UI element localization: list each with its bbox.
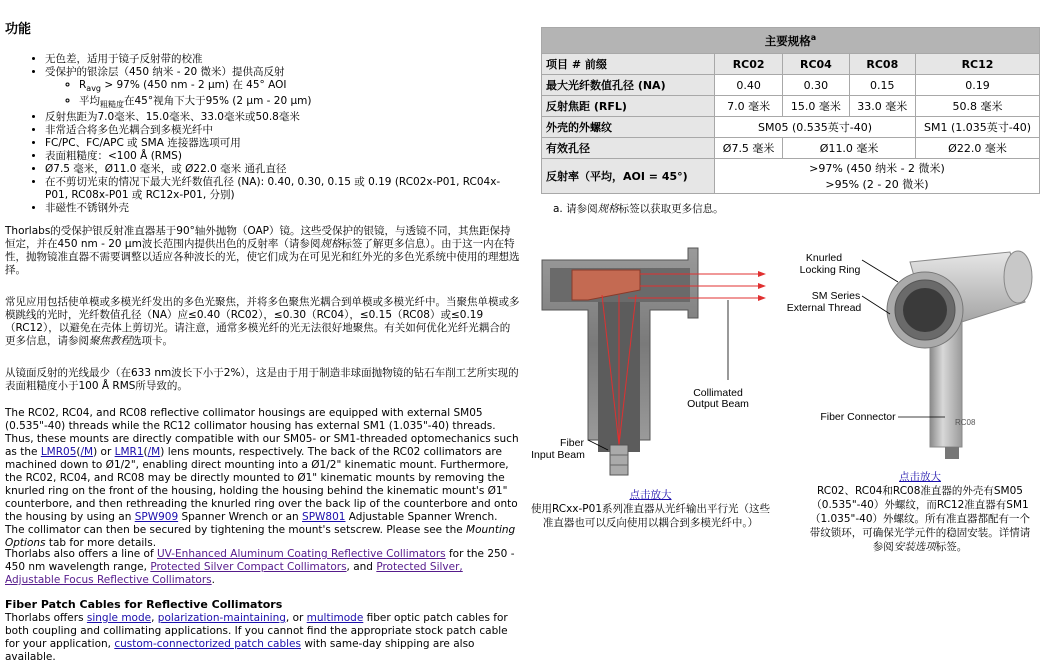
- svg-text:Fiber Connector: Fiber Connector: [820, 411, 896, 423]
- feature-sublist: [45, 79, 520, 111]
- beam-arrow: [758, 271, 766, 277]
- diagram1-caption: 点击放大 使用RCxx-P01系列准直器从光纤输出平行光（这些准直器也可以反向使用以耦合到多模光纤中。）: [530, 489, 770, 529]
- link-custom-cables[interactable]: custom-connectorized patch cables: [114, 638, 301, 650]
- svg-text:Output Beam: Output Beam: [687, 398, 749, 410]
- svg-text:Locking Ring: Locking Ring: [799, 264, 861, 276]
- link-uv-enhanced[interactable]: UV-Enhanced Aluminum Coating Reflective Collimators: [156, 548, 446, 560]
- diagram2-caption: 点击放大 RC02、RC04和RC08准直器的外壳有SM05（0.535"-40）外螺纹，而RC12准直器有SM1（1.035"-40）外螺纹。所有准直器都配有一个带纹锁环，可确保光学元件的稳固安装。详情请参阅安装选项标签。: [809, 471, 1031, 553]
- enlarge-link-2[interactable]: 点击放大: [899, 471, 941, 483]
- link-lmr1[interactable]: LMR1: [114, 446, 144, 458]
- collimator-cross-section-diagram: [528, 240, 778, 485]
- feature-item: • 在不剪切光束的情况下最大光纤数值孔径 (NA): 0.40, 0.30, 0.15 或 0.19 (RC02x-P01, RC04x-P01, RC08x-P01 或 RC12x-P01, 分别): [45, 176, 520, 202]
- table-row: 项目 # 前缀 RC02 RC04 RC08 RC12: [542, 54, 1040, 75]
- table-row: 反射焦距 (RFL) 7.0 毫米 15.0 毫米 33.0 毫米 50.8 毫米: [542, 96, 1040, 117]
- feature-item: • Ø7.5 毫米，Ø11.0 毫米，或 Ø22.0 毫米 通孔直径: [45, 163, 520, 176]
- paragraph-other-collimators: Thorlabs also offers a line of UV-Enhanced Aluminum Coating Reflective Collimators for the 250 - 450 nm wavelength range, Protected Silver Compact Collimators, and Protected Silver, Adjustable Focus Reflective Collimators.: [5, 548, 515, 586]
- paragraph-mounting: The RC02, RC04, and RC08 reflective collimator housings are equipped with external SM05 (0.535"-40) threads while the RC12 collimator housing has external SM1 (1.035"-40) threads. Thus, these mounts are directly compatible with our SM05- or SM1-threaded optomechanics such as the LMR05(/M) or LMR1(/M) lens mounts, respectively. The back of the RC02 collimators are machined down to Ø1/2", enabling direct mounting into a Ø1/2" kinematic mount. Furthermore, the RC02, RC04, and RC08 may be directly mounted to Ø1" kinematic mounts by removing the knurled ring on the front of the housing, holding the housing behind the kinematic mount's Ø1" counterbore, and then rethreading the knurled ring over the back lip of the counterbore and onto the housing by using an SPW909 Spanner Wrench or an SPW801 Adjustable Spanner Wrench. The collimator can then be secured by tightening the mount's setscrew. Please see the Mounting Options tab for more details.: [5, 407, 519, 549]
- svg-text:Collimated: Collimated: [693, 387, 743, 399]
- feature-item: • FC/PC、FC/APC 或 SMA 连接器选项可用: [45, 137, 520, 150]
- aperture: [903, 288, 947, 332]
- feature-item: • 反射焦距为7.0毫米、15.0毫米、33.0毫米或50.8毫米: [45, 111, 520, 124]
- table-row: 有效孔径 Ø7.5 毫米 Ø11.0 毫米 Ø22.0 毫米: [542, 138, 1040, 159]
- feature-item: • 表面粗糙度：<100 Å (RMS): [45, 150, 520, 163]
- feature-subitem: ◦ 平均$_{粗糙度}$在45°视角下大于95% (2 μm - 20 μm): [79, 95, 520, 111]
- feature-subitem: ◦ $R_{avg} > 97\%$ (450 nm - 2 μm) 在 45° AOI: [79, 79, 520, 95]
- svg-text:RC08: RC08: [955, 418, 976, 427]
- feature-item: • 受保护的银涂层（450 纳米 - 20 微米）提供高反射 ◦ $R_{avg} > 97\%$ (450 nm - 2 μm) 在 45° AOI ◦ 平均$_{粗糙度}$在45°视角下大于95% (2 μm - 20 μm): [45, 66, 520, 111]
- link-single-mode[interactable]: single mode: [86, 612, 152, 624]
- collimator-product-illustration: [780, 242, 1040, 467]
- spec-caption: 主要规格$^a$: [542, 28, 1040, 54]
- link-pm[interactable]: polarization-maintaining: [157, 612, 286, 624]
- table-row: 最大光纤数值孔径 (NA) 0.40 0.30 0.15 0.19: [542, 75, 1040, 96]
- paragraph-patch-cables: Thorlabs offers single mode, polarization-maintaining, or multimode fiber optic patch cables for both coupling and collimating applications. If you cannot find the appropriate stock patch cable for your application, custom-connectorized patch cables with same-day shipping are also available.: [5, 612, 508, 663]
- connector-tip: [945, 447, 959, 459]
- feature-item: • 非常适合将多色光耦合到多模光纤中: [45, 124, 520, 137]
- feature-item: • 非磁性不锈钢外壳: [45, 202, 520, 215]
- features-heading: 功能: [5, 22, 32, 37]
- feature-item: • 无色差，适用于镜子反射带的校准: [45, 53, 520, 66]
- link-adjustable-focus[interactable]: Protected Silver, Adjustable Focus Reflective Collimators: [5, 561, 463, 586]
- left-column: [5, 0, 520, 663]
- svg-text:Knurled: Knurled: [805, 252, 843, 264]
- svg-text:External Thread: External Thread: [786, 302, 862, 314]
- svg-text:SM Series: SM Series: [811, 290, 861, 302]
- svg-text:Fiber: Fiber: [560, 437, 584, 449]
- spec-table: [541, 27, 1040, 194]
- enlarge-link-1[interactable]: 点击放大: [629, 489, 672, 501]
- fiber-connector: [610, 445, 628, 475]
- beam-arrow: [758, 295, 766, 301]
- link-compact-collimators[interactable]: Protected Silver Compact Collimators: [150, 561, 347, 573]
- paragraph-applications: 常见应用包括使单模或多模光纤发出的多色光聚焦，并将多色聚焦光耦合到单模或多模光纤中。当聚焦单模或多模跳线的光时，光纤数值孔径（NA）应≤0.40（RC02），≤0.30（RC04），≤0.15（RC08）或≤0.19（RC12），以避免在壳体上剪切光。请注意，通常多模光纤的光无法很好地聚焦。有关如何优化光纤光耦合的更多信息，请参阅聚焦教程选项卡。: [5, 296, 520, 347]
- table-row: 外壳的外螺纹 SM05 (0.535英寸-40) SM1 (1.035英寸-40): [542, 117, 1040, 138]
- link-spw909[interactable]: SPW909: [134, 511, 179, 523]
- link-spw801[interactable]: SPW801: [302, 511, 346, 523]
- svg-text:Input Beam: Input Beam: [531, 449, 585, 461]
- table-row: 反射率（平均，AOI = 45°) >97% (450 纳米 - 2 微米) >95% (2 - 20 微米): [542, 159, 1040, 194]
- patch-cables-heading: Fiber Patch Cables for Reflective Collimators: [5, 598, 283, 611]
- link-lmr05[interactable]: LMR05: [40, 446, 77, 458]
- features-list-wrap: [5, 53, 520, 215]
- paragraph-intro: Thorlabs的受保护银反射准直器基于90°轴外抛物（OAP）镜。这些受保护的银镜，与透镜不同，其焦距保持恒定，并在450 nm - 20 μm波长范围内提供出色的反射率（请参阅规格标签了解更多信息）。由于这一内在特性，抛物镜准直器不需要调整以适应各种波长的光，使它们成为在可见光和红外光的多色光系统中使用的理想选择。: [5, 225, 520, 276]
- features-list: [5, 53, 520, 215]
- paragraph-roughness: 从镜面反射的光线最少（在633 nm波长下小于2%），这是由于用于制造非球面抛物镜的钻石车削工艺所实现的表面粗糙度小于100 Å RMS所导致的。: [5, 367, 519, 392]
- link-lmr05-m[interactable]: /M: [80, 446, 94, 458]
- link-multimode[interactable]: multimode: [306, 612, 364, 624]
- beam-arrow: [758, 283, 766, 289]
- link-lmr1-m[interactable]: /M: [147, 446, 161, 458]
- table-footnote: a. 请参阅规格标签以获取更多信息。: [553, 203, 724, 215]
